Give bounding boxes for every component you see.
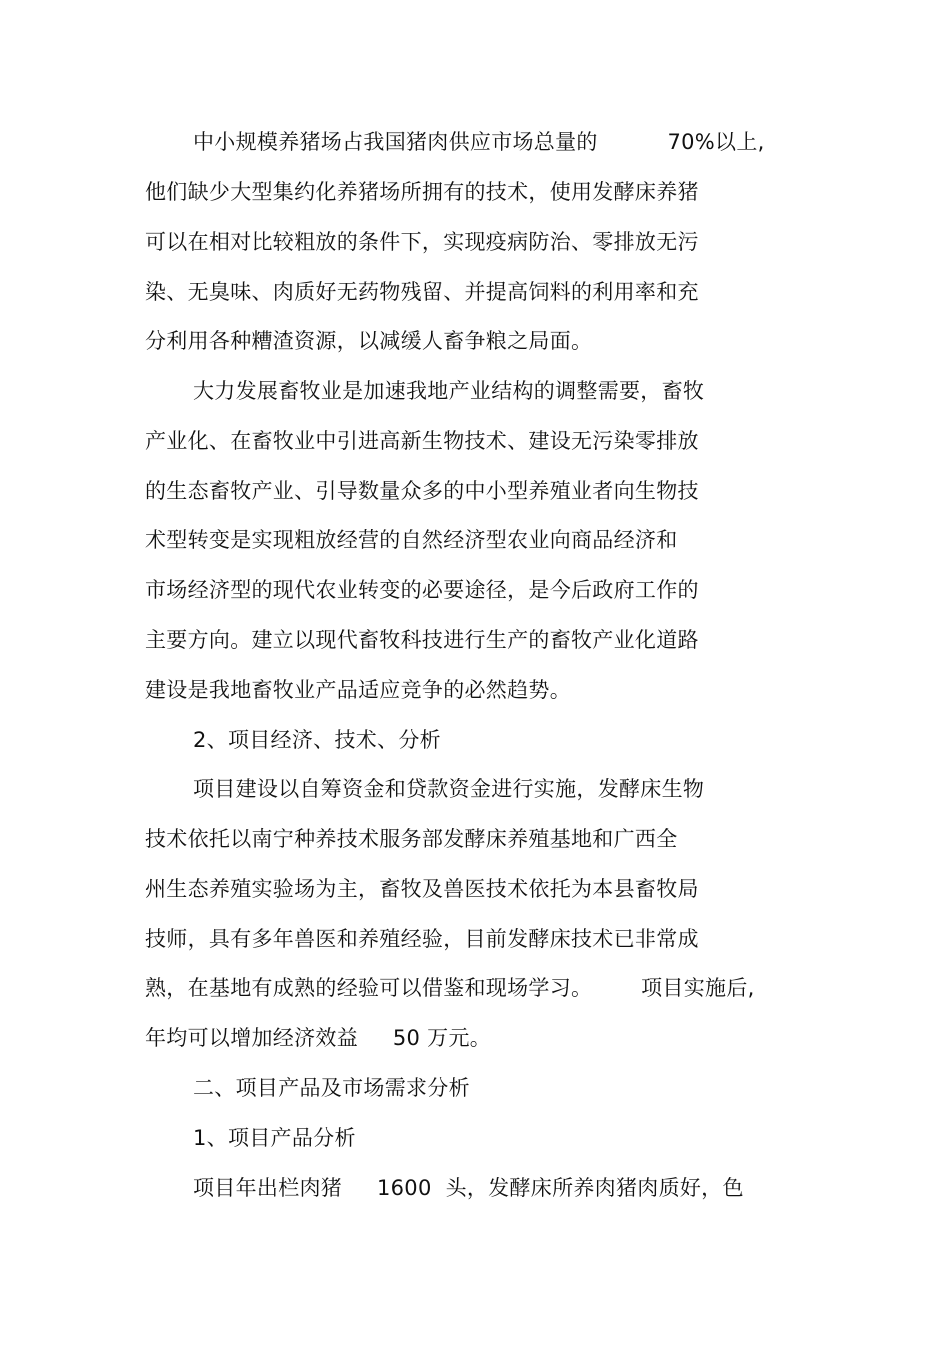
paragraph-3-line-1: 项目建设以自筹资金和贷款资金进行实施，发酵床生物 xyxy=(193,777,705,801)
paragraph-1-line-2: 他们缺少大型集约化养猪场所拥有的技术，使用发酵床养猪 xyxy=(145,180,699,204)
paragraph-1-line-1: 中小规模养猪场占我国猪肉供应市场总量的 70%以上, xyxy=(193,130,765,154)
paragraph-3-line-6: 年均可以增加经济效益 50 万元。 xyxy=(145,1026,492,1050)
paragraph-3-line-5: 熟，在基地有成熟的经验可以借鉴和现场学习。 项目实施后, xyxy=(145,976,755,1000)
paragraph-4-line-1: 项目年出栏肉猪 1600 头，发酵床所养肉猪肉质好，色 xyxy=(193,1176,744,1200)
paragraph-3-line-2: 技术依托以南宁种养技术服务部发酵床养殖基地和广西全 xyxy=(145,827,678,851)
paragraph-3-line-4: 技师，具有多年兽医和养殖经验，目前发酵床技术已非常成 xyxy=(145,927,699,951)
paragraph-1-line-5: 分利用各种糟渣资源，以减缓人畜争粮之局面。 xyxy=(145,329,593,353)
paragraph-1-line-3: 可以在相对比较粗放的条件下，实现疫病防治、零排放无污 xyxy=(145,230,699,254)
paragraph-3-line-3: 州生态养殖实验场为主，畜牧及兽医技术依托为本县畜牧局 xyxy=(145,877,699,901)
paragraph-2-line-4: 术型转变是实现粗放经营的自然经济型农业向商品经济和 xyxy=(145,528,678,552)
paragraph-2-line-1: 大力发展畜牧业是加速我地产业结构的调整需要，畜牧 xyxy=(193,379,705,403)
section-heading-products-market: 二、项目产品及市场需求分析 xyxy=(193,1076,470,1100)
subsection-heading-product-analysis: 1、项目产品分析 xyxy=(193,1126,356,1150)
paragraph-2-line-7: 建设是我地畜牧业产品适应竞争的必然趋势。 xyxy=(145,678,571,702)
paragraph-2-line-3: 的生态畜牧产业、引导数量众多的中小型养殖业者向生物技 xyxy=(145,479,699,503)
paragraph-2-line-6: 主要方向。建立以现代畜牧科技进行生产的畜牧产业化道路 xyxy=(145,628,699,652)
section-heading-economic-technical: 2、项目经济、技术、分析 xyxy=(193,728,441,752)
paragraph-1-line-4: 染、无臭味、肉质好无药物残留、并提高饲料的利用率和充 xyxy=(145,280,699,304)
paragraph-2-line-5: 市场经济型的现代农业转变的必要途径，是今后政府工作的 xyxy=(145,578,699,602)
paragraph-2-line-2: 产业化、在畜牧业中引进高新生物技术、建设无污染零排放 xyxy=(145,429,699,453)
